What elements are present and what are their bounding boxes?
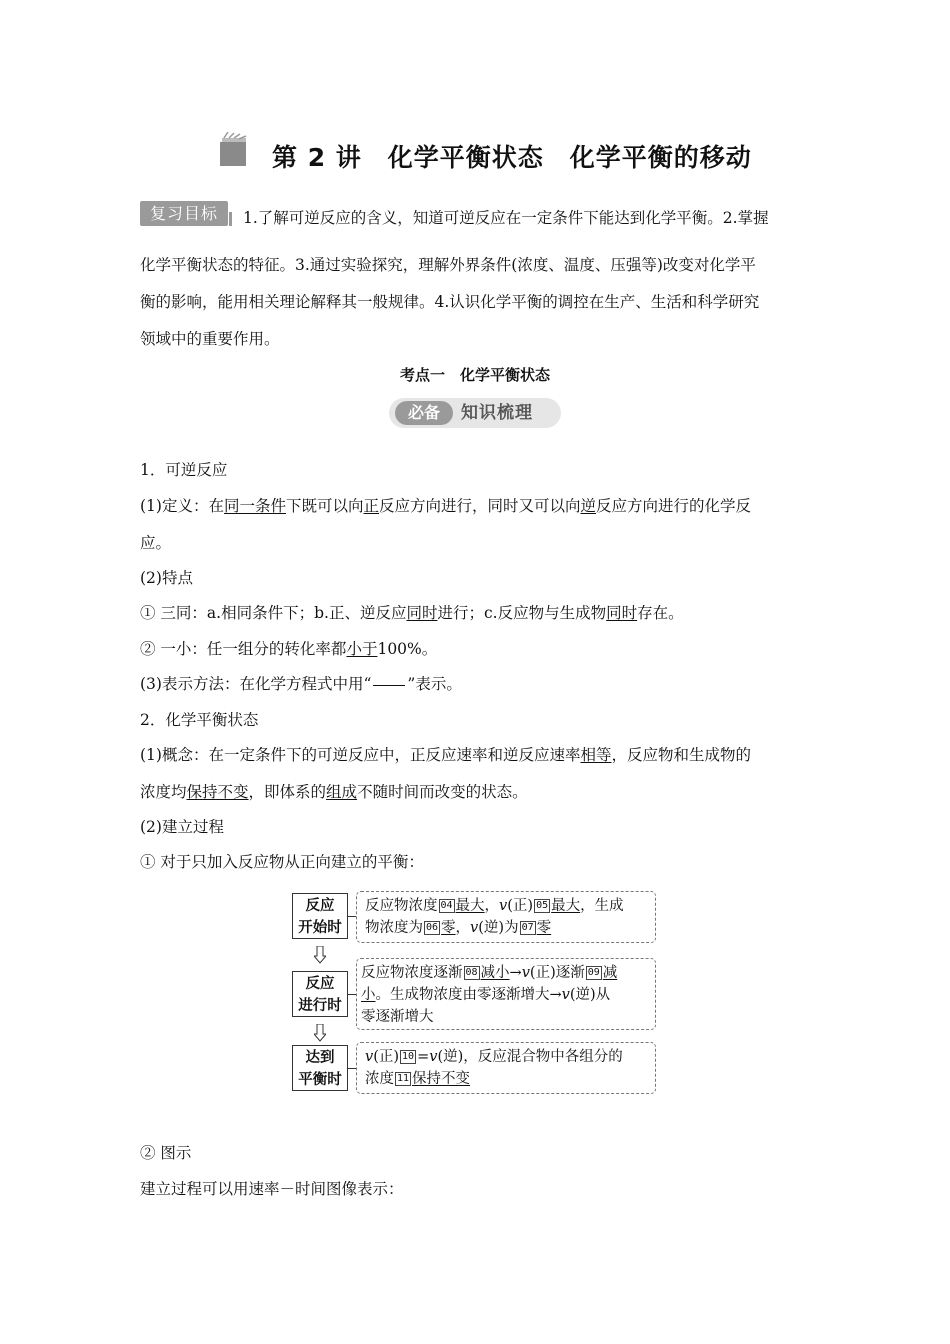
stage-progress-box: 反应物浓度逐渐 08 减小→v(正)逐渐 09 减 小。生成物浓度由零逐渐增大→v(逆)从 零逐渐增大	[356, 958, 656, 1030]
concept-line-2: 浓度均保持不变，即体系的组成不随时间而改变的状态。	[140, 783, 528, 801]
stage-progress: 反应 进行时	[292, 971, 348, 1017]
title-row	[0, 128, 950, 178]
forward-build-line: ① 对于只加入反应物从正向建立的平衡：	[140, 853, 424, 871]
feature-three-same: ① 三同：a.相同条件下；b.正、逆反应同时进行；c.反应物与生成物同时存在。	[140, 604, 684, 622]
representation-line: (3)表示方法：在化学方程式中用“ ”表示。	[140, 675, 462, 693]
objectives-line-1: 1.了解可逆反应的含义，知道可逆反应在一定条件下能达到化学平衡。2.掌握	[243, 209, 769, 227]
blank-answer: 保持不变	[186, 783, 249, 801]
objectives-line-2: 化学平衡状态的特征。3.通过实验探究，理解外界条件(浓度、温度、压强等)改变对化学平	[140, 256, 756, 274]
blank-answer: 小于	[346, 640, 378, 658]
heading-equilibrium: 2．化学平衡状态	[140, 711, 259, 729]
blank-answer: 同时	[406, 604, 438, 622]
connector	[348, 994, 356, 995]
features-heading: (2)特点	[140, 569, 193, 587]
arrow-down-icon	[314, 946, 326, 964]
arrow-down-icon	[314, 1024, 326, 1042]
blank-answer: 相等	[580, 746, 612, 764]
stage-start: 反应 开始时	[292, 893, 348, 939]
definition-line-2: 应。	[140, 534, 172, 552]
blank-answer: 逆	[580, 497, 597, 515]
objectives-line-4: 领域中的重要作用。	[140, 330, 280, 348]
badge-left-label: 必备	[395, 401, 453, 425]
page-title: 第 2 讲 化学平衡状态 化学平衡的移动	[272, 143, 752, 172]
figure-description: 建立过程可以用速率－时间图像表示：	[140, 1180, 404, 1198]
feature-one-small: ② 一小：任一组分的转化率都小于100%。	[140, 640, 438, 658]
build-process-heading: (2)建立过程	[140, 818, 224, 836]
book-icon	[218, 132, 252, 168]
concept-line-1: (1)概念：在一定条件下的可逆反应中，正反应速率和逆反应速率相等，反应物和生成物的	[140, 746, 751, 764]
blank-answer: 正	[363, 497, 380, 515]
objectives-label: 复习目标	[140, 201, 228, 226]
stage-start-box: 反应物浓度 04 最大，v(正) 05 最大，生成 物浓度为 06 零，v(逆)为 07 零	[356, 891, 656, 943]
blank-answer: 组成	[326, 783, 358, 801]
blank-answer: 同时	[606, 604, 638, 622]
stage-equilibrium: 达到 平衡时	[292, 1045, 348, 1091]
stage-equilibrium-box: v(正) 10 =v(逆)，反应混合物中各组分的 浓度 11 保持不变	[356, 1042, 656, 1094]
objectives-line-3: 衡的影响，能用相关理论解释其一般规律。4.认识化学平衡的调控在生产、生活和科学研究	[140, 293, 760, 311]
heading-reversible: 1．可逆反应	[140, 461, 228, 479]
section-heading: 考点一 化学平衡状态	[399, 366, 550, 384]
connector	[348, 1068, 356, 1069]
connector	[348, 916, 356, 917]
blank-answer: 同一条件	[223, 497, 286, 515]
figure-heading: ② 图示	[140, 1144, 192, 1162]
badge-right-label: 知识梳理	[461, 403, 533, 423]
reversible-arrow-blank	[373, 685, 405, 686]
section-badge	[389, 398, 561, 428]
definition-line-1: (1)定义：在同一条件下既可以向正反应方向进行，同时又可以向逆反应方向进行的化学反	[140, 497, 752, 515]
objectives-label-bar	[229, 212, 232, 226]
